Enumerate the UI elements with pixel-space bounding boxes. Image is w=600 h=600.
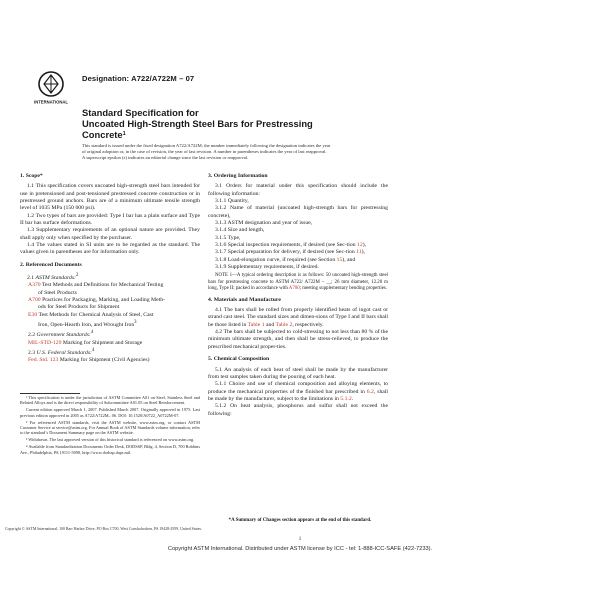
para-3-1-7-text: 3.1.7 Special preparation for delivery, if desired (see Sec-tion [215,249,357,256]
astm-standards-label: ASTM Standards: [35,275,76,282]
para-5-1: 5.1 An analysis of each heat of steel shall be made by the manufacturer from test samples taken during the pouring of each heat. [208,366,388,380]
ref-fed-std-123-title: Marking for Shipment (Civil Agencies) [58,357,150,364]
para-4-2: 4.2 The bars shall be subjected to cold-stressing to not less than 80 % of the minimum ultimate strength, and then shall be stress-relieved, to produce the prescribed mechanical proper-ties. [208,329,388,350]
para-3-1-1: 3.1.1 Quantity, [215,198,249,205]
para-5-1-1-mid: , shall be made by the manufacturer, subject to the limitations in [208,388,388,402]
standard-title [82,107,522,141]
section-5-1-2-link[interactable]: 5.1.2 [340,395,352,402]
para-2-1 [20,272,200,282]
para-1-3: 1.3 Supplementary requirements of an optional nature are provided. They shall apply only when specified by the purchaser. [20,227,200,241]
government-standards-label: Government Standards: [36,332,91,339]
astm-logo [36,70,66,108]
title-line-3 [82,129,522,140]
para-3-1-6-text: 3.1.6 Special inspection requirements, if desired (see Sec-tion [215,242,357,249]
footnote-ref-3[interactable]: 3 [134,320,137,326]
para-2-2-num: 2.2 [28,332,37,339]
para-1-1: 1.1 This specification covers uncoated high-strength steel bars intended for use in pretensioned and post-tensioned prestressed concrete construction or in prestressed ground anchors. Bars are of a minimum ultimate tensile strength level of 1035 MPa (150 000 psi). [20,183,200,212]
section-2-heading: 2. Referenced Documents [20,261,82,268]
section-6-2-link[interactable]: 6.2 [366,388,374,395]
para-2-3 [28,347,200,357]
table-1-link[interactable]: Table 1 [247,321,265,328]
para-1-2: 1.2 Two types of bars are provided: Type I bar has a plain surface and Type II bar has surface deformations. [20,212,200,227]
ref-e30-title-cont: Iron, Open-Hearth Iron, and Wrought Iron [38,321,135,328]
para-2-3-num: 2.3 [28,349,37,356]
title-line-1: Standard Specification for [82,107,199,118]
note-a700-link[interactable]: A700 [288,285,300,291]
left-column [20,173,200,364]
para-4-1-text: 4.1 The bars shall be rolled from properly identified heats of ingot cast or strand cast steel. The standard sizes and dimen-sions of Type I and II bars shall be those listed in [208,307,388,328]
para-4-1 [208,307,388,329]
distribution-line: Copyright ASTM International. Distributed under ASTM license by ICC - tel: 1-888-ICC-SAFE (422-7233). [167,546,433,552]
para-2-1-num: 2.1 [27,275,36,282]
ref-a370-title-cont: of Steel Products [38,289,77,296]
intro-line-1: This standard is issued under the fixed designation A722/A722M; the number immediately following the designation indicates the year [82,143,331,148]
footnote-divider [20,393,80,394]
footnotes [20,395,200,457]
para-4-1-and: and [264,321,276,328]
footnote-1: ¹ This specification is under the jurisdiction of ASTM Committee A01 on Steel, Stainless Steel and Related Alloys and is the direct responsibility of Subcommittee A01.05 on Steel Reinforcement. [20,395,200,406]
section-4-heading: 4. Materials and Manufacture [208,296,281,303]
section-1-heading: 1. Scope* [20,173,43,179]
astm-logo-icon [36,70,66,108]
para-3-1-2: 3.1.2 Name of material (uncoated high-strength bars for prestressing concrete), [208,205,388,219]
designation: Designation: A722/A722M – 07 [82,74,195,83]
para-3-1: 3.1 Orders for material under this specification should include the following information: [208,183,388,197]
para-3-1-8-end: ), and [342,256,356,263]
para-5-1-1-text: 5.1.1 Choice and use of chemical composition and alloying elements, to produce the mechanical properties of the finished bar prescribed in [208,381,388,395]
ref-a370-link[interactable]: A370 [28,282,41,289]
footnote-ref-4b[interactable]: 4 [91,347,95,353]
ref-a700-title: Practices for Packaging, Marking, and Loading Meth- [40,297,165,304]
section-3-heading: 3. Ordering Information [208,173,268,179]
ref-a370 [28,282,200,297]
para-2-2 [28,329,200,339]
para-3-1-4: 3.1.4 Size and length, [215,227,265,234]
footnote-4: ⁴ Available from Standardization Documents Order Desk, DODSSP, Bldg. 4, Section D, 700 Robbins Ave., Philadelphia, PA 19111-5098, http://www.dodssp.daps.mil. [20,444,200,455]
ref-a700 [28,297,200,312]
footnote-3: ³ Withdrawn. The last approved version of this historical standard is referenced on www.astm.org. [26,437,195,443]
right-column [208,173,388,418]
footnote-2: ² For referenced ASTM standards, visit the ASTM website, www.astm.org, or contact ASTM Customer Service at service@astm.org. For Annual Book of ASTM Standards volume information, refer to the standard’s Document Summary page on the ASTM website. [20,419,200,436]
logo-text: INTERNATIONAL [34,99,68,105]
title-line-3-text: Concrete [82,129,123,141]
ref-a700-title-cont: ods for Steel Products for Shipment [38,304,120,311]
ref-mil-std-129 [28,340,200,347]
ref-e30-title: Test Methods for Chemical Analysis of Steel, Cast [37,311,154,318]
note-1 [208,273,388,291]
para-5-1-1-end: . [351,395,354,402]
para-3-1-9: 3.1.9 Supplementary requirements, if desired. [215,264,319,271]
table-2-link[interactable]: Table 2 [275,321,293,328]
ref-a370-title: Test Methods and Definitions for Mechanical Testing [40,282,164,289]
note-1-text: NOTE 1—A typical ordering description is as follows: 50 uncoated high-strength steel bars for prestressing concrete to ASTM A722/ A722M – __; 26 mm diameter, 12.20 m long, Type II; packed in accordance with [208,273,388,291]
note-1-end: ; meeting supplementary bending properties. [299,285,387,291]
intro-line-3: A superscript epsilon (ε) indicates an editorial change since the last revision or reapproval. [82,154,249,160]
summary-of-changes-note: *A Summary of Changes section appears at the end of this standard. [228,518,372,523]
ref-fed-std-123-link[interactable]: Fed. Std. 123 [28,357,59,364]
intro-line-2: of original adoption or, in the case of revision, the year of last revision. A number in parentheses indicates the year of last reapproval. [82,148,327,154]
para-3-1-3: 3.1.3 ASTM designation and year of issue, [215,220,313,227]
footnote-1-edition: Current edition approved March 1, 2007. Published March 2007. Originally approved in 1975. Last previous edition approved in 2005 as A722/A722M– 06. DOI: 10.1520/A0722_A0722M-07. [20,407,200,418]
ref-a700-link[interactable]: A700 [28,297,41,304]
page-number: 1 [298,537,302,542]
section-11-link[interactable]: 11 [356,249,362,256]
para-3-1-5: 3.1.5 Type, [215,234,241,241]
title-footnote-ref[interactable]: 1 [122,131,126,138]
section-15-link[interactable]: 15 [336,256,343,263]
intro-note [82,143,522,160]
para-5-1-2: 5.1.2 On heat analysis, phosphorus and sulfur shall not exceed the following: [208,403,388,417]
para-3-1-6-end: ), [362,242,367,249]
ref-fed-std-123 [28,357,200,364]
ref-mil-std-129-title: Marking for Shipment and Storage [61,339,143,346]
ref-mil-std-129-link[interactable]: MIL-STD-129 [28,339,62,346]
para-3-1-8-text: 3.1.8 Load-elongation curve, if required (see Section [215,256,337,263]
para-5-1-1 [208,381,388,403]
title-line-2: Uncoated High-Strength Steel Bars for Prestressing [82,118,313,130]
footnote-ref-2[interactable]: 2 [75,273,79,279]
ref-e30-link[interactable]: E30 [28,311,38,318]
federal-standards-label: U.S. Federal Standards: [36,349,92,356]
copyright-line: Copyright © ASTM International, 100 Barr Harbor Drive, PO Box C700, West Conshohocken, PA 19428-2959, United States. [5,527,202,531]
section-5-heading: 5. Chemical Composition [208,356,270,363]
para-4-1-end: , respectively. [292,321,324,328]
ref-e30 [28,312,200,330]
para-3-1-7 [208,249,388,256]
para-1-4: 1.4 The values stated in SI units are to be regarded as the standard. The values given in parentheses are for information only. [20,242,200,256]
para-3-1-7-end: ), [361,249,365,256]
footnote-ref-4a[interactable]: 4 [90,330,94,336]
section-12-link[interactable]: 12 [357,242,363,249]
